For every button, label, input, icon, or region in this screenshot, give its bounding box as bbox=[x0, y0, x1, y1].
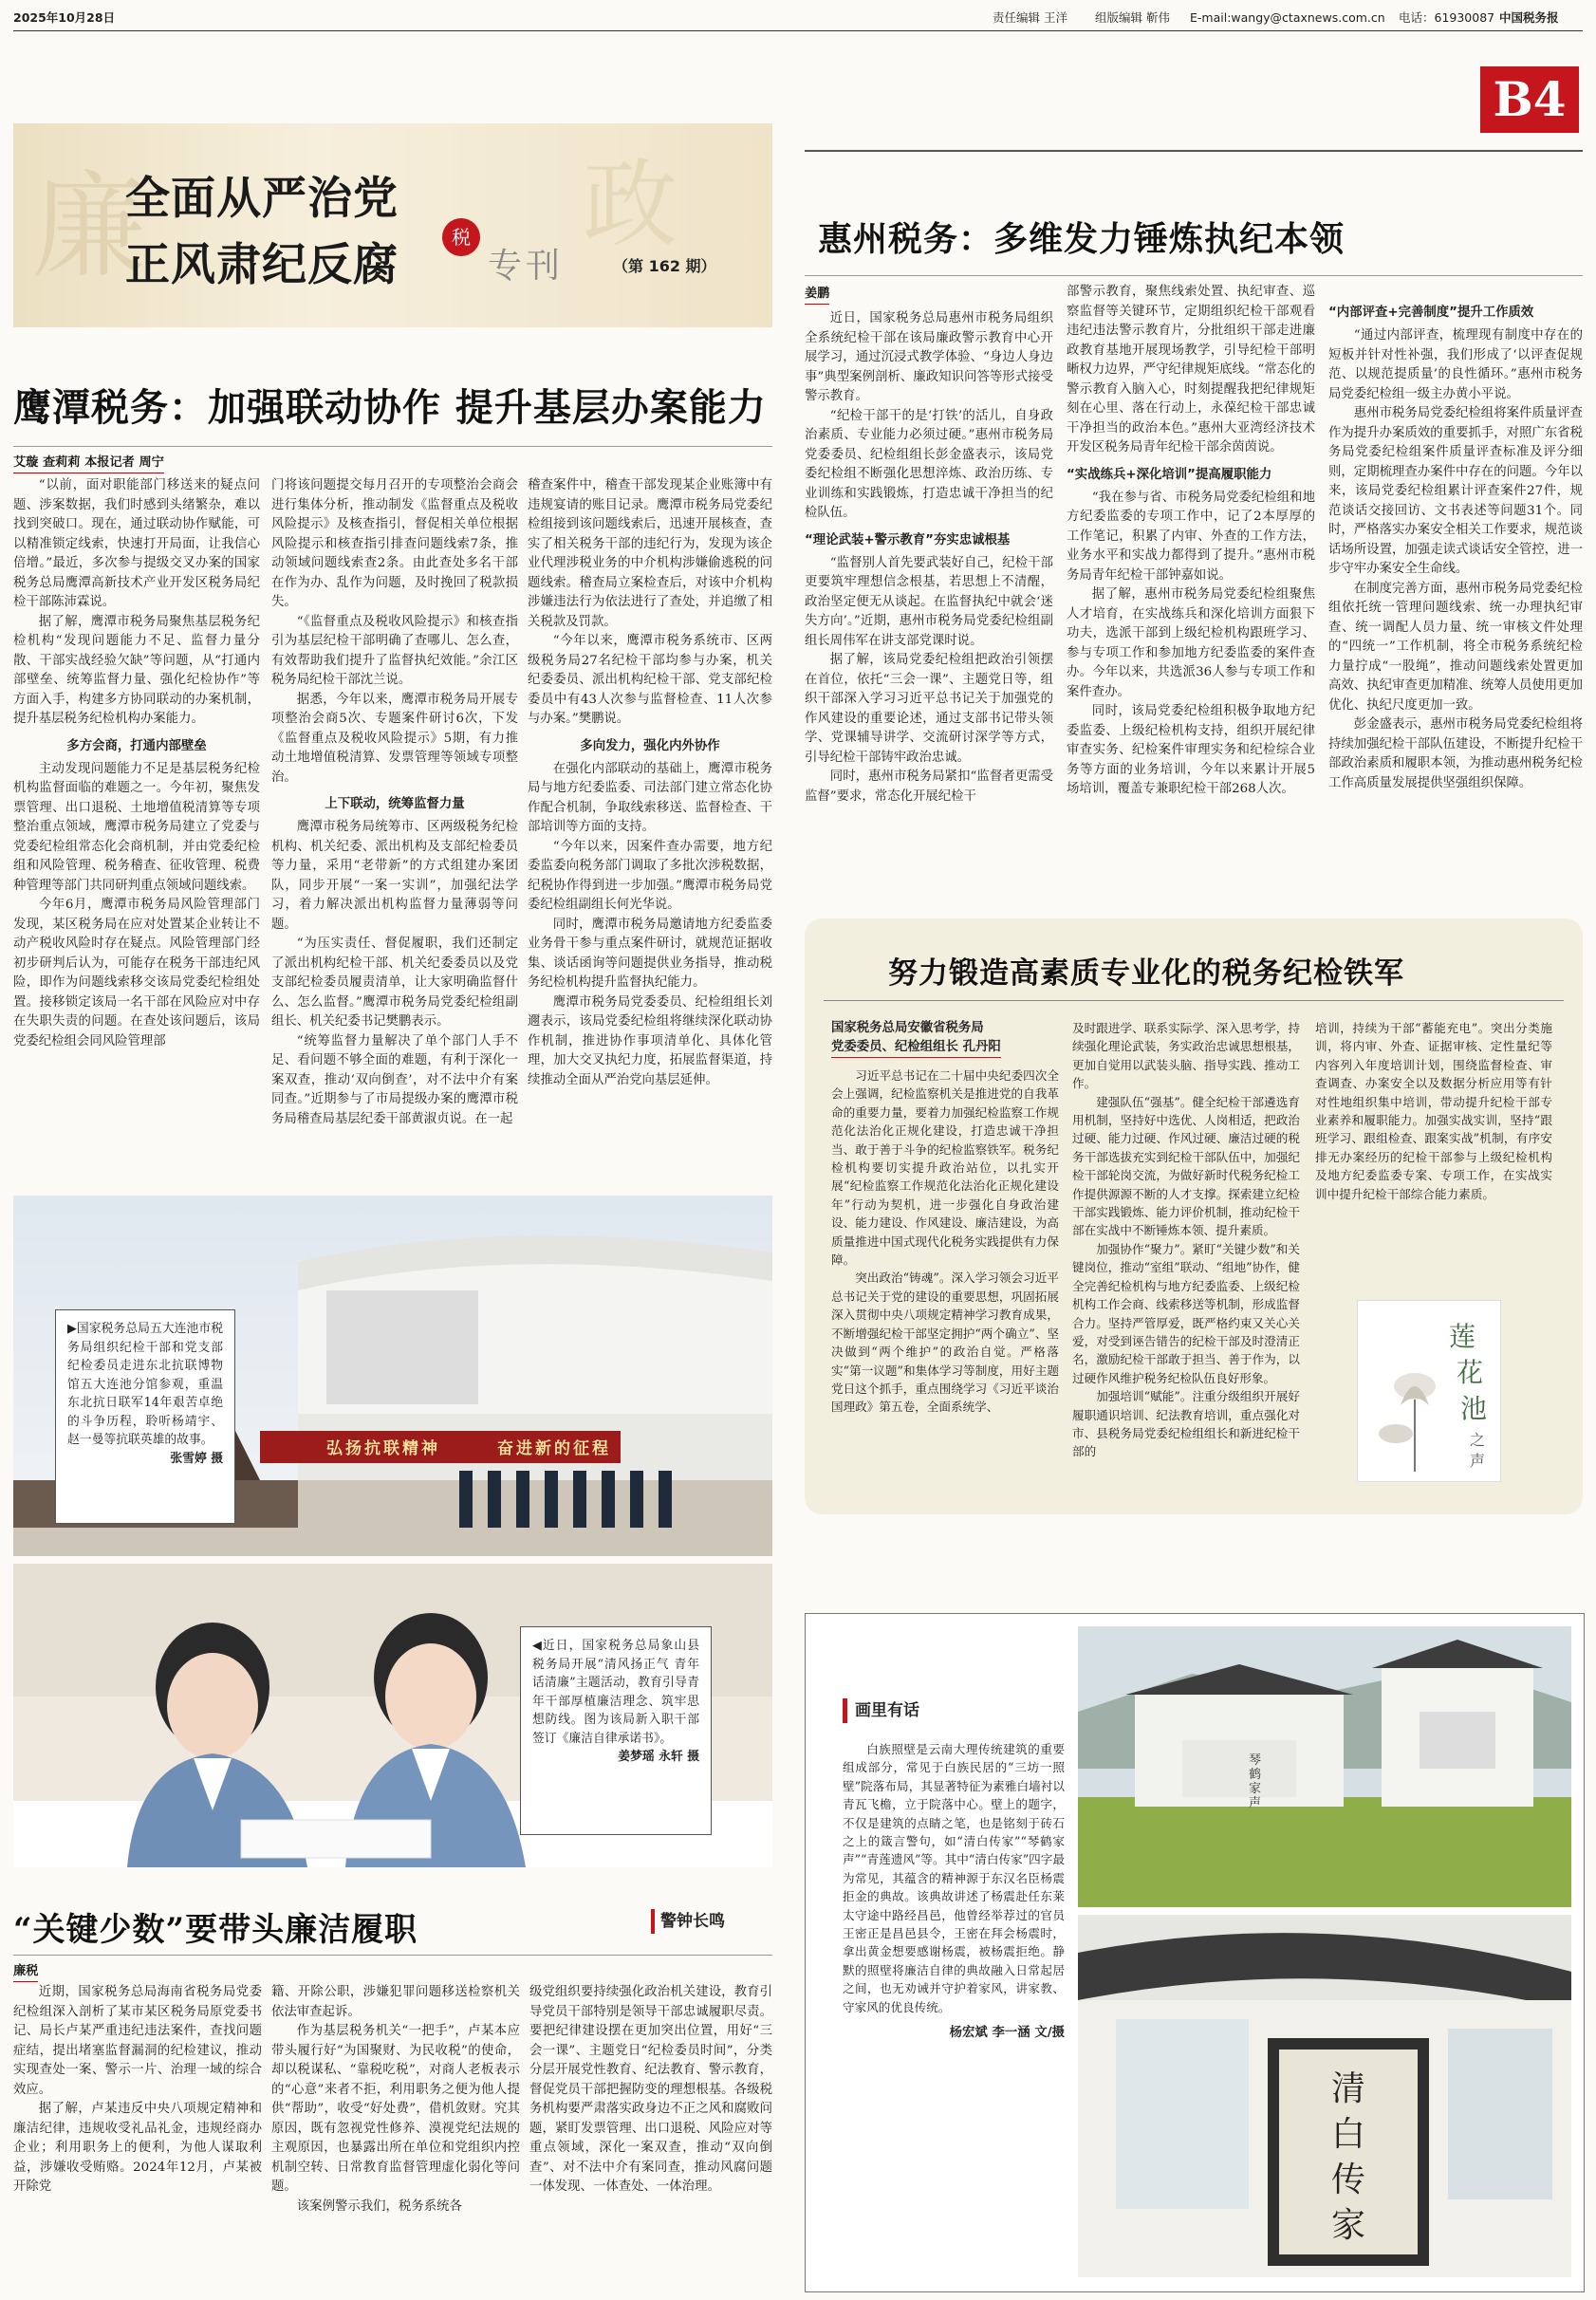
paragraph: “监督别人首先要武装好自己，纪检干部更要筑牢理想信念根基，若思想上不清醒，政治坚定便无从谈起。在监督执纪中就会‘迷失方向’。”近期，惠州市税务局党委纪检组副组长周伟军在讲支部党课时说。 bbox=[805, 555, 1053, 648]
paragraph: “今年以来，因案件查办需要，地方纪委监委向税务部门调取了多批次涉税数据，纪税协作得到进一步加强。”鹰潭市税务局党委纪检组副组长何光华说。 bbox=[528, 839, 772, 912]
article1-col3 bbox=[528, 476, 772, 1090]
paragraph: 该案例警示我们，税务系统各 bbox=[296, 2198, 462, 2214]
article3-subheading-2: “实战练兵+深化培训”提高履职能力 bbox=[1067, 467, 1272, 482]
paragraph: “通过内部评查，梳理现有制度中存在的短板并针对性补强，我们形成了‘以评查促规范、以规范提质量’的良性循环。”惠州市税务局党委纪检组一级主办黄小平说。 bbox=[1328, 328, 1583, 401]
lotus-title-1: 莲 bbox=[1449, 1321, 1476, 1352]
article2-col3 bbox=[529, 1983, 772, 2198]
caption-credit: 张雪婷 摄 bbox=[170, 1451, 223, 1466]
paragraph: 近日，国家税务总局惠州市税务局组织全系统纪检干部在该局廉政警示教育中心开展学习，通过沉浸式教学体验、“身边人身边事”典型案例剖析、廉政知识问答等形式接受警示教育。 bbox=[805, 311, 1053, 403]
paragraph: 部警示教育，聚焦线索处置、执纪审查、巡察监督等关键环节，定期组织纪检干部观看违纪违法警示教育片，分批组织干部走进廉政教育基地开展现场教学，引导纪检干部明晰权力边界，严守纪律规矩底线。“常态化的警示教育入脑入心，时刻提醒我把纪律规矩刻在心里、落在行动上，永葆纪检干部忠诚干净担当的政治本色。”惠州大亚湾经济技术开发区税务局青年纪检干部余茵茵说。 bbox=[1067, 285, 1315, 454]
paragraph: 据悉，今年以来，鹰潭市税务局开展专项整治会商5次、专题案件研讨6次，下发《监督重点及税收风险提示》5期，有力推动土地增值税清算、发票管理等领域专项整治。 bbox=[271, 692, 518, 785]
article2-byline-wrap bbox=[13, 1960, 38, 1982]
paragraph: 据了解，该局党委纪检组把政治引领摆在首位，依托“三会一课”、主题党日等，组织干部深入学习习近平总书记关于加强党的作风建设的重要论述，通过支部书记带头领学、党课辅导讲学、交流研讨深学等方式，引导纪检干部铸牢政治忠诚。 bbox=[805, 653, 1053, 765]
article2-column-tag bbox=[651, 1909, 725, 1934]
masthead-layout-editor: 组版编辑 靳伟 bbox=[1095, 10, 1170, 25]
paragraph: “今年以来，鹰潭市税务系统市、区两级税务局27名纪检干部均参与办案，机关纪委委员、派出机构纪检干部、党支部纪检委员中有43人次参与监督检查、11人次参与办案。”樊鹏说。 bbox=[528, 634, 772, 726]
article5-text bbox=[843, 1740, 1065, 2040]
paragraph: 建强队伍“强基”。健全纪检干部遴选育用机制，坚持好中选优、人岗相适，把政治过硬、能力过硬、作风过硬、廉洁过硬的税务干部选拔充实到纪检干部队伍中，加强纪检干部轮岗交流，为做好新时代税务纪检工作提供源源不断的人才支撑。探索建立纪检干部实践锻炼、能力评价机制，推动纪检干部在实战中不断锤炼本领、提升素质。 bbox=[1072, 1094, 1300, 1238]
article2-title: “关键少数”要带头廉洁履职 bbox=[13, 1911, 418, 1949]
article4-byline-org: 国家税务总局安徽省税务局 bbox=[831, 1021, 984, 1035]
article4-col1 bbox=[831, 1067, 1059, 1417]
article3-top-rule bbox=[805, 150, 1583, 152]
article1-title: 鹰潭税务：加强联动协作 提升基层办案能力 bbox=[13, 385, 767, 430]
officers-photo-caption bbox=[520, 1626, 712, 1835]
lotus-title-3: 池 bbox=[1460, 1393, 1488, 1424]
paragraph: 级党组织要持续强化政治机关建设，教育引导党员干部特别是领导干部忠诚履职尽责。要把纪律建设摆在更加突出位置，用好“三会一课”、主题党日“纪检委员时间”，分类分层开展党性教育、纪法教育、警示教育，督促党员干部把握防变的理想根基。各级税务机构要严肃落实政身边不正之风和腐败问题，紧盯发票管理、出口退税、风险应对等重点领域，深化一案双查，推动“双向倒查”、对不法中介有案同查，推动风腐问题一体发现、一体查处、一体治理。 bbox=[529, 1985, 772, 2194]
article5-column-tag-text: 画里有话 bbox=[855, 1701, 919, 1720]
article5-credit: 杨宏斌 李一涵 文/摄 bbox=[949, 2026, 1065, 2041]
paragraph: 惠州市税务局党委纪检组将案件质量评查作为提升办案质效的重要抓手，对照广东省税务局党委纪检组案件质量评查标准及评分细则，定期梳理查办案件中存在的问题。今年以来，该局党委纪检组累计评查案件27件，规范谈话交接回访、文书表述等问题31个。同时，严格落实办案安全相关工作要求，规范谈话场所设置，加强走读式谈话安全管控，进一步守牢办案安全生命线。 bbox=[1328, 406, 1583, 576]
paragraph: 稽查案件中，稽查干部发现某企业账簿中有违规宴请的账目记录。鹰潭市税务局党委纪检组接到该问题线索后，迅速开展核查，查实了相关税务干部的违纪行为，发现为该企业代理涉税业务的中介机构涉嫌偷逃税的问题线索。稽查局立案检查后，对该中介机构涉嫌违法行为依法进行了查处，并追缴了相关税款及罚款。 bbox=[528, 478, 772, 629]
paragraph: 及时跟进学、联系实际学、深入思考学，持续强化理论武装，务实政治忠诚思想根基，更加自觉用以武装头脑、指导实践、推动工作。 bbox=[1072, 1021, 1300, 1091]
plaque-1: 琴鹤家声 bbox=[1249, 1753, 1262, 1810]
bai-village-illustration bbox=[1078, 1626, 1571, 1907]
paragraph: 同时，该局党委纪检组积极争取地方纪委监委、上级纪检机构支持，组织开展纪律审查实务、纪检案件审理实务和纪检综合业务等方面的业务培训，今年以来累计开展5场培训，覆盖专兼职纪检干部268人次。 bbox=[1067, 704, 1315, 796]
bai-village-photo bbox=[1078, 1626, 1571, 1907]
paragraph: 籍、开除公职，涉嫌犯罪问题移送检察机关依法审查起诉。 bbox=[271, 1985, 520, 2019]
article3-title: 惠州税务：多维发力锤炼执纪本领 bbox=[818, 219, 1345, 259]
article2-col2 bbox=[271, 1983, 520, 2217]
article5-column-tag bbox=[843, 1698, 919, 1723]
masthead-email: E-mail:wangy@ctaxnews.com.cn bbox=[1190, 10, 1385, 25]
masthead-editor: 责任编辑 王洋 bbox=[993, 10, 1067, 25]
qingbai-wall-illustration bbox=[1078, 1915, 1571, 2277]
paragraph: 同时，惠州市税务局紧扣“监督者更需受监督”要求，常态化开展纪检干 bbox=[805, 770, 1053, 804]
paragraph: 门将该问题提交每月召开的专项整治会商会进行集体分析，推动制发《监督重点及税收风险提示》及核查指引，督促相关单位根据风险提示和核查指引排查问题线索7条，推动领域问题线索查2条。由此查处多名干部在作为办、乱作为问题，及时挽回了税款损失。 bbox=[271, 478, 518, 609]
article3-col1 bbox=[805, 309, 1053, 807]
banner-issue: （第 162 期） bbox=[613, 257, 716, 275]
lotus-emblem bbox=[1357, 1300, 1501, 1482]
article1-subheading-1: 多方会商，打通内部壁垒 bbox=[66, 738, 207, 753]
museum-photo-caption bbox=[55, 1309, 235, 1524]
banner-zhuankan: 专刊 bbox=[488, 247, 565, 286]
svg-text:政: 政 bbox=[583, 149, 677, 260]
article4-byline bbox=[831, 1019, 1049, 1058]
article1-byline: 艾璇 查莉莉 本报记者 周宁 bbox=[13, 454, 164, 473]
article3-col2 bbox=[1067, 283, 1315, 800]
masthead-rule bbox=[13, 30, 1583, 31]
paragraph: 习近平总书记在二十届中央纪委四次全会上强调，纪检监察机关是推进党的自我革命的重要力量，要着力加强纪检监察工作规范化法治化正规化建设，打造忠诚干净担当、敢于善于斗争的纪检监察铁军。税务纪检机构要切实提升政治站位，以扎实开展“纪检监察工作规范化法治化正规化建设年”行动为契机，进一步强化自身政治建设、能力建设、作风建设、廉洁建设，为高质量推进中国式现代化税务实践提供有力保障。 bbox=[831, 1068, 1059, 1268]
article3-subheading-3: “内部评查+完善制度”提升工作质效 bbox=[1328, 306, 1534, 320]
paragraph: 鹰潭市税务局统筹市、区两级税务纪检机构、机关纪委、派出机构及支部纪检委员等力量，采用“老带新”的方式组建办案团队，同步开展“一案一实训”，加强纪法学习，着力解决派出机构监督力量薄弱等问题。 bbox=[271, 820, 518, 932]
article1-byline-wrap bbox=[13, 452, 164, 473]
article1-title-rule bbox=[13, 446, 772, 447]
paragraph: 据了解，惠州市税务局党委纪检组聚焦人才培育，在实战练兵和深化培训方面狠下功夫，选派干部到上级纪检机构跟班学习、参与专项工作和参加地方纪委监委的案件查办。今年以来，共选派36人参与专项工作和案件查办。 bbox=[1067, 587, 1315, 699]
banner-line1: 全面从严治党 bbox=[125, 173, 399, 225]
qingbai-wall-photo bbox=[1078, 1915, 1571, 2277]
caption-text: ◀近日，国家税务总局象山县税务局开展“清风扬正气 青年话清廉”主题活动，教育引导青年干部厚植廉洁理念、筑牢思想防线。图为该局新入职干部签订《廉洁自律承诺书》。 bbox=[532, 1639, 699, 1746]
masthead-phone: 电话：61930087 bbox=[1399, 10, 1495, 25]
article4-title: 努力锻造高素质专业化的税务纪检铁军 bbox=[888, 956, 1404, 991]
article1-subheading-3: 多向发力，强化内外协作 bbox=[580, 738, 720, 753]
article4-col2 bbox=[1072, 1019, 1300, 1461]
paragraph: 作为基层税务机关“一把手”，卢某本应带头履行好“为国聚财、为民收税”的使命，却以税谋私、“靠税吃税”，对商人老板表示的“心意”来者不拒，利用职务之便为他人提供“帮助”，收受“好处费”，借机敛财。究其原因，既有忽视党性修养、漠视党纪法规的主观原因，也暴露出所在单位和党组织内控机制空转、日常教育监督管理虚化弱化等问题。 bbox=[271, 2024, 520, 2194]
paragraph: 同时，鹰潭市税务局邀请地方纪委监委业务骨干参与重点案件研讨，就规范证据收集、谈话函询等问题提供业务指导，推动税务纪检机构提升监督执纪能力。 bbox=[528, 917, 772, 990]
article2-col1 bbox=[13, 1983, 262, 2198]
article3-col3 bbox=[1328, 296, 1583, 793]
museum-wall-text-1: 弘扬抗联精神 bbox=[326, 1439, 440, 1458]
paragraph: “我在参与省、市税务局党委纪检组和地方纪委监委的专项工作中，记了2本厚厚的工作笔记，积累了内审、外查的工作方法，业务水平和实战力都得到了提升。”惠州市税务局青年纪检干部钟嘉如说。 bbox=[1067, 490, 1315, 583]
banner-line2: 正风肃纪反腐 bbox=[125, 239, 399, 291]
article3-title-rule bbox=[805, 275, 1583, 276]
paragraph: “纪检干部干的是‘打铁’的活儿，自身政治素质、专业能力必须过硬。”惠州市税务局党委委员、纪检组组长彭金盛表示，该局党委纪检组不断强化思想淬炼、政治历练、专业训练和实践锻炼，打造忠诚干净担当的纪检队伍。 bbox=[805, 408, 1053, 520]
caption-credit: 姜梦瑶 永轩 摄 bbox=[618, 1750, 699, 1764]
museum-wall-text-2: 奋进新的征程 bbox=[497, 1439, 611, 1458]
paragraph: 据了解，卢某违反中央八项规定精神和廉洁纪律，违规收受礼品礼金，违规经商办企业；利用职务上的便利，为他人谋取利益，涉嫌收受贿赂。2024年12月，卢某被开除党 bbox=[13, 2102, 262, 2194]
masthead-paper: 中国税务报 bbox=[1499, 10, 1559, 25]
lotus-title-2: 花 bbox=[1457, 1357, 1484, 1388]
article4-col3 bbox=[1315, 1019, 1552, 1203]
article1-col1 bbox=[13, 476, 260, 1051]
paragraph: 突出政治“铸魂”。深入学习领会习近平总书记关于党的建设的重要思想，巩固拓展深入贯彻中央八项规定精神学习教育成果，不断增强纪检干部坚定拥护“两个确立”、坚决做到“两个维护”的政治自觉。严格落实“第一议题”和集体学习等制度，用好主题党日这个抓手，重点围绕学习《习近平谈治国理政》第五卷，全面系统学、 bbox=[831, 1271, 1059, 1415]
lotus-title-4: 之 bbox=[1470, 1431, 1486, 1449]
article1-col2 bbox=[271, 476, 518, 1129]
paragraph: 鹰潭市税务局党委委员、纪检组组长刘邇表示，该局党委纪检组将继续深化联动协作机制，推进协作事项清单化、具体化管理，加大交叉执纪力度，拓展监督渠道，持续推动全面从严治党向基层延伸。 bbox=[528, 994, 772, 1087]
paragraph: “以前，面对职能部门移送来的疑点问题、涉案数据，我们时感到头绪繁杂，难以找到突破口。现在，通过联动协作赋能，可以精准锁定线索，快速打开局面，让我信心倍增。”最近，多次参与提级交叉办案的国家税务总局鹰潭高新技术产业开发区税务局纪检干部陈沛霖说。 bbox=[13, 478, 260, 609]
lotus-title-5: 声 bbox=[1470, 1452, 1486, 1470]
special-banner bbox=[13, 123, 772, 327]
banner-stamp: 税 bbox=[442, 218, 480, 256]
caption-text: ▶国家税务总局五大连池市税务局组织纪检干部和党支部纪检委员走进东北抗联博物馆五大连池分馆参观，重温东北抗日联军14年艰苦卓绝的斗争历程，聆听杨靖宇、赵一曼等抗联英雄的故事。 bbox=[67, 1322, 223, 1447]
paragraph: 加强协作“聚力”。紧盯“关键少数”和关键岗位，推动“室组”联动、“组地”协作，健全完善纪检机构与地方纪委监委、上级纪检机构工作会商、线索移送等机制，形成监督合力。坚持严管厚爱，既严格约束又关心关爱，对受到诬告错告的纪检干部及时澄清正名，激励纪检干部敢于担当、善于作为，以过硬作风维护税务纪检队伍良好形象。 bbox=[1072, 1241, 1300, 1385]
article2-title-rule bbox=[13, 1955, 772, 1956]
paragraph: 彭金盛表示，惠州市税务局党委纪检组将持续加强纪检干部队伍建设，不断提升纪检干部政治素质和履职本领，为推动惠州税务纪检工作高质量发展提供坚强组织保障。 bbox=[1328, 717, 1583, 790]
article3-subheading-1: “理论武装+警示教育”夯实忠诚根基 bbox=[805, 532, 1011, 547]
svg-text:廉: 廉 bbox=[32, 161, 146, 293]
article2-column-tag-text: 警钟长鸣 bbox=[660, 1912, 725, 1931]
page-number: B4 bbox=[1480, 66, 1579, 133]
paragraph: 今年6月，鹰潭市税务局风险管理部门发现，某区税务局在应对处置某企业转让不动产税收风险时存在疑点。风险管理部门经初步研判后认为，可能存在税务干部违纪风险，即作为问题线索移交该局党委纪检组处置。接移锁定该局一名干部在风险应对中存在失职失责的问题。在查处该问题后，该局党委纪检组会同风险管理部 bbox=[13, 898, 260, 1048]
paragraph: 近期，国家税务总局海南省税务局党委纪检组深入剖析了某市某区税务局原党委书记、局长卢某严重违纪违法案件，查找问题症结，提出堵塞监督漏洞的纪检建议，推动实现查处一案、警示一片、治理一域的综合效应。 bbox=[13, 1985, 262, 2097]
paragraph: “《监督重点及税收风险提示》和核查指引为基层纪检干部明确了查哪儿、怎么查，有效帮助我们提升了监督执纪效能。”余江区税务局纪检干部沈兰说。 bbox=[271, 614, 518, 687]
paragraph: 白族照壁是云南大理传统建筑的重要组成部分，常见于白族民居的“三坊一照壁”院落布局，其显著特征为素雅白墙衬以青瓦飞檐，立于院落中心。壁上的题字，不仅是建筑的点睛之笔，也是铭刻于砖石之上的箴言警句，如“清白传家”“琴鹤家声”“青莲遗风”等。其中“清白传家”四字最为常见，其蕴含的精神源于东汉名臣杨震拒金的典故。该典故讲述了杨震赴任东莱太守途中路经昌邑，他曾经举荐过的官员王密正是昌邑县令，王密在拜会杨震时，拿出黄金想要感谢杨震，被杨震拒绝。静默的照壁将廉洁自律的典故融入日常起居之间，也无劝诫并守护着家风，讲家教、守家风的优良传统。 bbox=[843, 1742, 1065, 2014]
paragraph: 在制度完善方面，惠州市税务局党委纪检组依托统一管理问题线索、统一办理执纪审查、统一调配人员力量、统一审核文件处理的“四统一”工作机制，将全市税务系统纪检力量拧成“一股绳”，推动问题线索处置更加高效、执纪审查更加精准、统筹人员使用更加优化、执纪尺度更加一致。 bbox=[1328, 581, 1583, 713]
article4-byline-name: 党委委员、纪检组组长 孔丹阳 bbox=[831, 1038, 1001, 1058]
paragraph: 在强化内部联动的基础上，鹰潭市税务局与地方纪委监委、司法部门建立常态化协作配合机制，争取线索移送、监督检查、干部培训等方面的支持。 bbox=[528, 761, 772, 834]
article3-byline: 姜鹏 bbox=[805, 285, 829, 305]
article4-title-rule bbox=[824, 1000, 1564, 1001]
article3-byline-wrap bbox=[805, 283, 829, 305]
paragraph: 主动发现问题能力不足是基层税务纪检机构监督面临的难题之一。今年初，聚焦发票管理、出口退税、土地增值税清算等专项整治重点领域，鹰潭市税务局建立了党委与党委纪检组常态化会商机制，并由党委纪检组和风险管理、税务稽查、征收管理、税费种管理等部门共同研判重点领域问题线索。 bbox=[13, 761, 260, 893]
paragraph: 据了解，鹰潭市税务局聚焦基层税务纪检机构“发现问题能力不足、监督力量分散、干部实战经验欠缺”等问题，从“打通内部壁垒、统筹监督力量、强化纪检协作”等方面入手，构建多方协同联动的办案机制，提升基层税务纪检机构办案能力。 bbox=[13, 614, 260, 726]
plaque-2: 清白传家 bbox=[1330, 2069, 1365, 2245]
paragraph: 培训，持续为干部“蓄能充电”。突出分类施训，将内审、外查、证据审核、定性量纪等内容列入年度培训计划，围绕监督检查、审查调查、办案安全以及数据分析应用等有针对性地组织集中培训，带动提升纪检干部专业素养和履职能力。加强实战实训，坚持“跟班学习、跟组检查、跟案实战”机制，有序安排无办案经历的纪检干部参与上级纪检机构及地方纪委监委专案、专项工作，在实战实训中提升纪检干部综合能力素质。 bbox=[1315, 1021, 1552, 1201]
article1-subheading-2: 上下联动，统筹监督力量 bbox=[325, 797, 465, 811]
masthead-date: 2025年10月28日 bbox=[13, 10, 116, 25]
article2-byline: 廉税 bbox=[13, 1962, 38, 1982]
paragraph: “为压实责任、督促履职，我们还制定了派出机构纪检干部、机关纪委委员以及党支部纪检委员履责清单，让大家明确监督什么、怎么监督。”鹰潭市税务局党委纪检组副组长、机关纪委书记樊鹏表示。 bbox=[271, 937, 518, 1029]
masthead bbox=[13, 8, 1583, 28]
paragraph: 加强培训“赋能”。注重分级组织开展好履职通识培训、纪法教育培训，重点强化对市、县税务局党委纪检组组长和新进纪检干部的 bbox=[1072, 1389, 1300, 1459]
paragraph: “统筹监督力量解决了单个部门人手不足、看问题不够全面的难题，有利于深化一案双查，推动‘双向倒查’，对不法中介有案同查。”近期参与了市局提级办案的鹰潭市税务局稽查局基层纪委干部黄淑贞说。在一起 bbox=[271, 1033, 518, 1126]
